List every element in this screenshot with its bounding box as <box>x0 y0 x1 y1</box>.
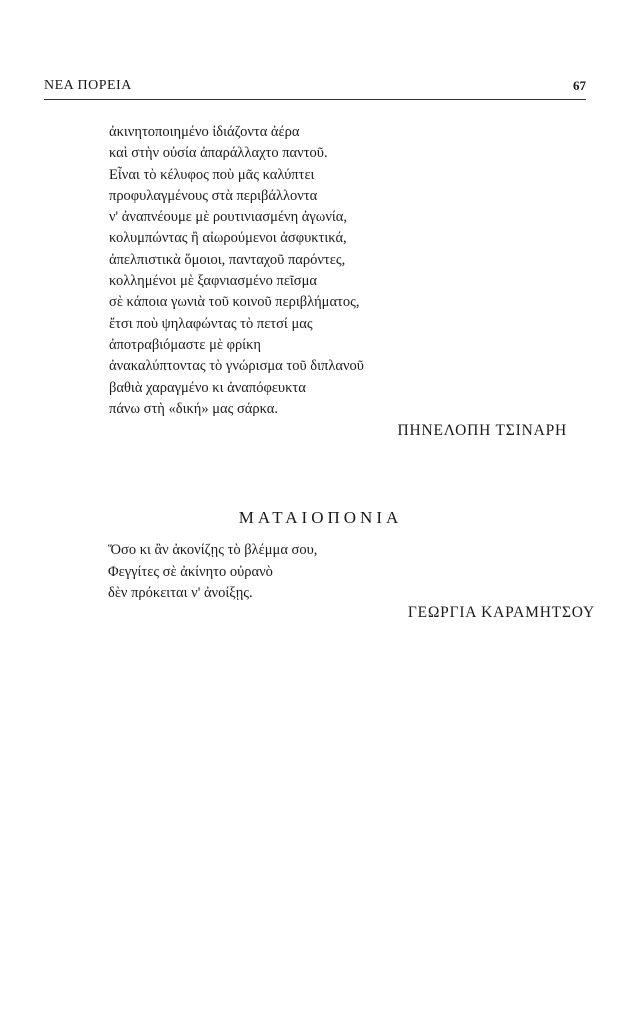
poem-line: ἔτσι ποὺ ψηλαφώντας τὸ πετσί μας <box>109 315 313 332</box>
poem-line: Εἶναι τὸ κέλυφος ποὺ μᾶς καλύπτει <box>109 166 315 183</box>
poem-line: δὲν πρόκειται ν' ἀνοίξῃς. <box>108 585 253 601</box>
running-header <box>44 78 586 98</box>
poem-line: Φεγγίτες σὲ ἀκίνητο οὐρανὸ <box>108 563 273 580</box>
poem-line: Ὅσο κι ἂν ἀκονίζῃς τὸ βλέμμα σου, <box>108 542 318 558</box>
header-rule <box>44 99 586 100</box>
journal-title: ΝΕΑ ΠΟΡΕΙΑ <box>44 78 132 93</box>
poem-1-stanza <box>109 122 549 420</box>
poem-2-author: ΓΕΩΡΓΙΑ ΚΑΡΑΜΗΤΣΟΥ <box>407 604 595 621</box>
poem-line: ἀνακαλύπτοντας τὸ γνώρισμα τοῦ διπλανοῦ <box>109 358 364 375</box>
poem-line: ν' ἀναπνέουμε μὲ ρουτινιασμένη ἀγωνία, <box>109 209 348 226</box>
poem-2-title: ΜΑΤΑΙΟΠΟΝΙΑ <box>238 508 403 527</box>
poem-line: πάνω στὴ «δική» μας σάρκα. <box>109 400 279 417</box>
poem-line: ἀκινητοποιημένο ἰδιάζοντα ἀέρα <box>109 124 300 140</box>
poem-line: ἀπελπιστικὰ ὅμοιοι, πανταχοῦ παρόντες, <box>109 251 346 268</box>
poem-line: βαθιὰ χαραγμένο κι ἀναπόφευκτα <box>109 379 306 396</box>
poem-line: κολλημένοι μὲ ξαφνιασμένο πεῖσμα <box>109 273 317 290</box>
poem-line: ἀποτραβιόμαστε μὲ φρίκη <box>109 336 261 353</box>
page-number: 67 <box>573 78 586 93</box>
poem-line: προφυλαγμένους στὰ περιβάλλοντα <box>109 187 318 204</box>
poem-line: καὶ στὴν οὐσία ἀπαράλλαχτο παντοῦ. <box>109 145 328 162</box>
poem-1-author: ΠΗΝΕΛΟΠΗ ΤΣΙΝΑΡΗ <box>397 422 567 439</box>
poem-line: σὲ κάποια γωνιὰ τοῦ κοινοῦ περιβλήματος, <box>109 294 360 311</box>
poem-2-stanza <box>108 540 508 605</box>
poem-line: κολυμπώντας ἢ αἰωρούμενοι ἀσφυκτικά, <box>109 230 347 247</box>
